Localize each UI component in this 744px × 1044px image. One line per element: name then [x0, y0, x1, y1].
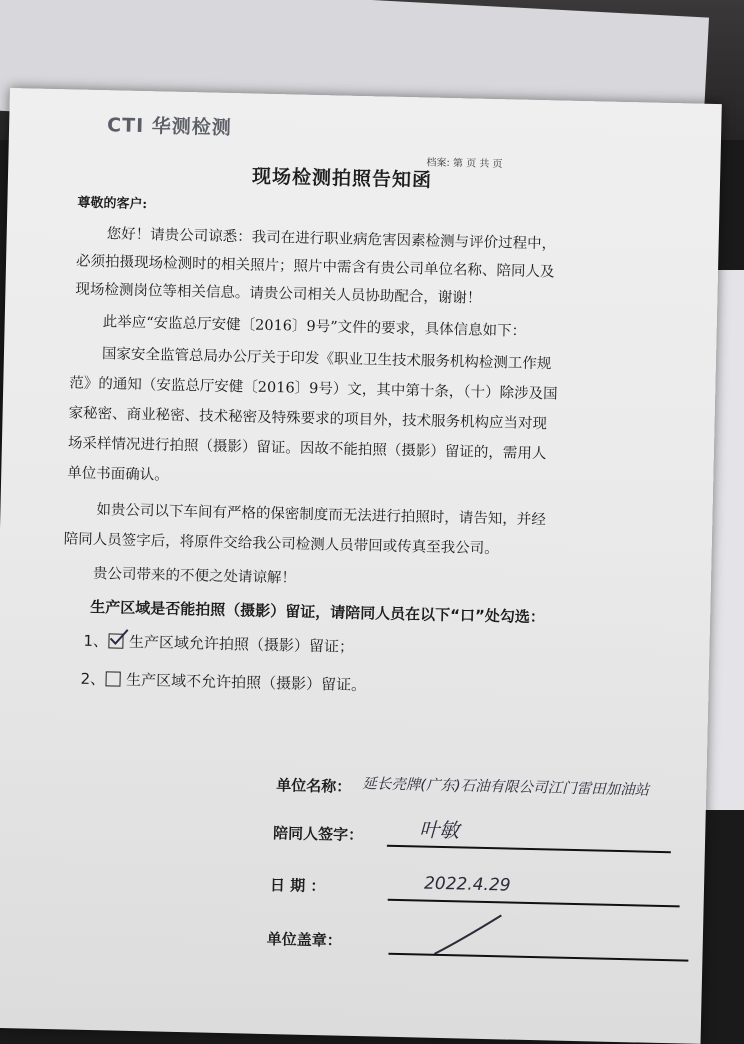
option-2-checkbox[interactable] [105, 671, 120, 686]
p1-line2: 必须拍摄现场检测时的相关照片；照片中需含有贵公司单位名称、陪同人及 [75, 253, 555, 281]
p3-line1: 国家安全监管总局办公厅关于印发《职业卫生技术服务机构检测工作规 [101, 346, 552, 373]
option-1-text: 生产区域允许拍照（摄影）留证； [128, 632, 355, 656]
document-title: 现场检测拍照告知函 [251, 165, 433, 192]
p5: 贵公司带来的不便之处请谅解！ [92, 566, 297, 587]
document-page [0, 88, 722, 1044]
seal-label: 单位盖章： [266, 930, 342, 950]
date-label: 日 期 ： [269, 876, 326, 896]
checkmark-icon [107, 626, 129, 648]
p4-line2: 陪同人员签字后，将原件交给我公司检测人员带回或传真至我公司。 [63, 531, 499, 558]
photo-question: 生产区域是否能拍照（摄影）留证，请陪同人员在以下“口”处勾选： [90, 597, 546, 627]
option-2 [80, 668, 366, 695]
date-line [388, 899, 680, 908]
unit-name-handwriting: 延长壳牌(广东)石油有限公司江门雷田加油站 [362, 776, 650, 799]
option-1-checkbox[interactable] [108, 633, 123, 648]
companion-signature-label: 陪同人签字： [272, 824, 364, 845]
greeting: 尊敬的客户: [77, 195, 148, 213]
option-2-number: 2、 [80, 669, 106, 689]
companion-signature-line [387, 845, 671, 853]
p1-line3: 现场检测岗位等相关信息。请贵公司相关人员协助配合，谢谢！ [75, 281, 482, 307]
p3-line3: 家秘密、商业秘密、技术秘密及特殊要求的项目外，技术服务机构应当对现 [68, 405, 548, 433]
option-2-text: 生产区域不允许拍照（摄影）留证。 [125, 670, 367, 695]
p3-line2: 范》的通知（安监总厅安健〔2016〕9号）文，其中第十条，（十）除涉及国 [69, 375, 558, 403]
p4-line1: 如贵公司以下车间有严格的保密制度而无法进行拍照时，请告知，并经 [96, 502, 547, 529]
seal-pen-stroke [430, 910, 511, 960]
option-1-number: 1、 [83, 631, 109, 651]
date-handwriting: 2022.4.29 [423, 873, 511, 896]
p2: 此举应“安监总厅安健〔2016〕9号”文件的要求，具体信息如下： [102, 314, 527, 340]
option-1 [83, 630, 354, 657]
archive-number: 档案: 第 页 共 页 [426, 157, 503, 171]
p3-line5: 单位书面确认。 [67, 465, 169, 484]
company-logo: CTI 华测检测 [106, 114, 232, 140]
companion-signature: 叶敏 [419, 817, 460, 843]
p1-line1: 您好！请贵公司谅悉：我司在进行职业病危害因素检测与评价过程中， [106, 226, 557, 253]
unit-name-label: 单位名称： [276, 776, 352, 796]
p3-line4: 场采样情况进行拍照（摄影）留证。因故不能拍照（摄影）留证的，需用人 [67, 435, 547, 463]
